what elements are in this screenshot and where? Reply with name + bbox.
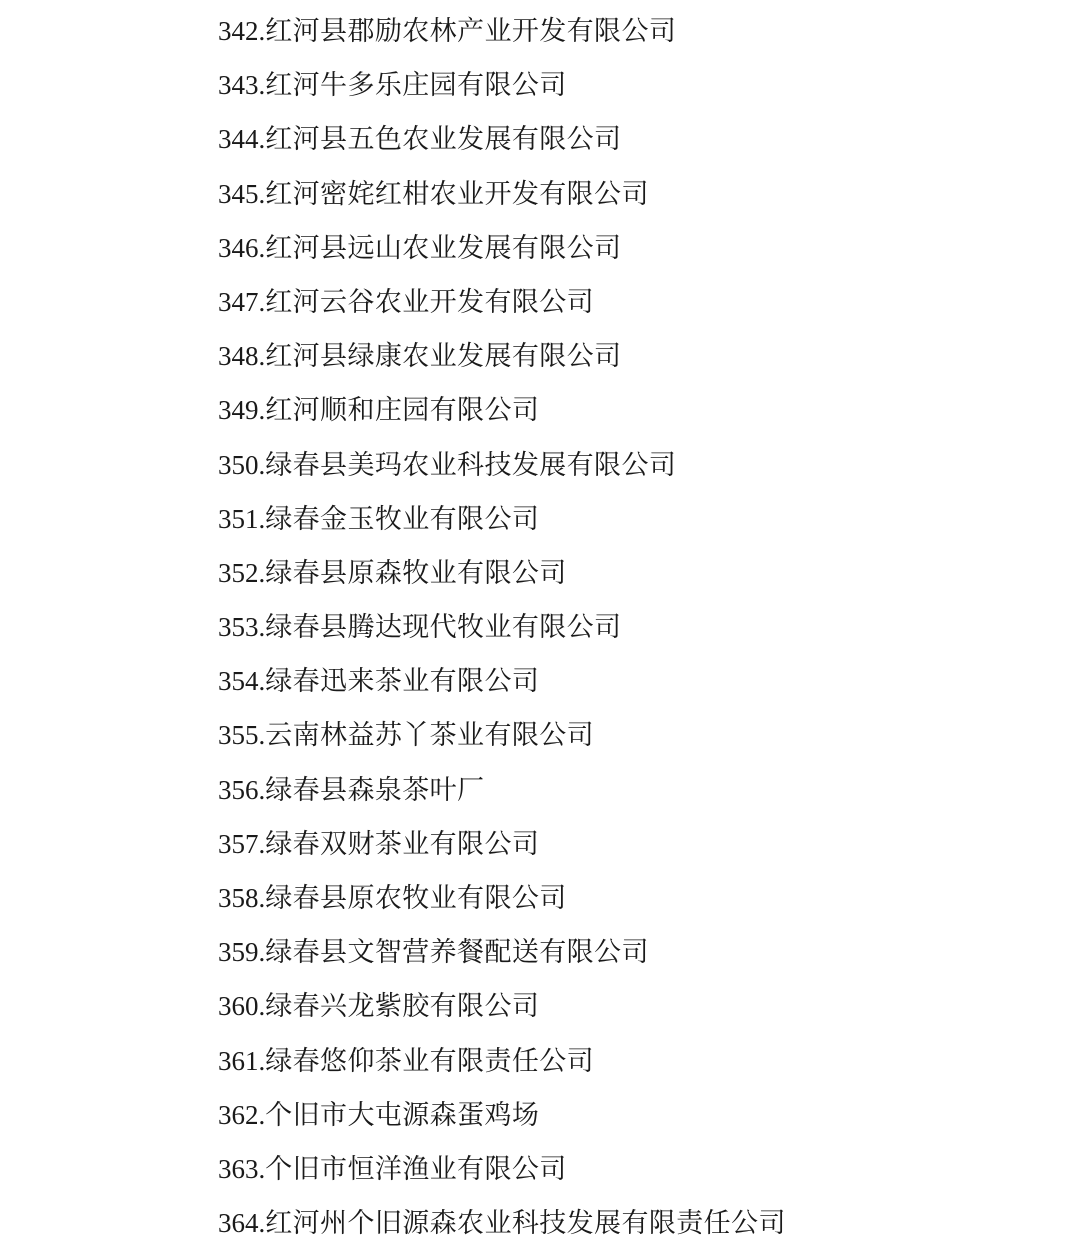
list-item-number: 361.	[218, 1045, 266, 1076]
list-item-label: 云南林益苏丫茶业有限公司	[265, 720, 595, 751]
list-item-label: 红河县五色农业发展有限公司	[265, 124, 622, 155]
list-item	[218, 925, 1040, 979]
list-item-label: 红河牛多乐庄园有限公司	[265, 70, 567, 101]
list-item	[218, 4, 1040, 58]
list-item-number: 358.	[218, 883, 266, 913]
list-item-label: 绿春金玉牧业有限公司	[265, 503, 540, 534]
list-item-label: 绿春县森泉茶叶厂	[265, 774, 485, 805]
list-item	[218, 438, 1040, 492]
list-item	[218, 1034, 1040, 1088]
list-item-number: 342.	[218, 16, 266, 46]
list-item-label: 绿春县原森牧业有限公司	[265, 557, 567, 588]
list-item-label: 绿春双财茶业有限公司	[265, 828, 540, 859]
list-item-number: 363.	[218, 1153, 266, 1184]
list-item-label: 绿春县原农牧业有限公司	[265, 883, 567, 913]
list-item-number: 349.	[218, 395, 266, 426]
list-item-number: 355.	[218, 720, 266, 751]
list-item-label: 个旧市大屯源森蛋鸡场	[265, 1099, 540, 1130]
list-item	[218, 1088, 1040, 1142]
list-item	[218, 817, 1040, 871]
list-item-label: 红河州个旧源森农业科技发展有限责任公司	[265, 1208, 786, 1239]
list-item-label: 绿春兴龙紫胶有限公司	[265, 991, 540, 1022]
list-item	[218, 1142, 1040, 1196]
list-item	[218, 329, 1040, 383]
list-item-number: 359.	[218, 937, 266, 968]
list-item-number: 352.	[218, 557, 266, 588]
list-item	[218, 1196, 1040, 1250]
list-item-number: 344.	[218, 124, 266, 155]
list-item-label: 绿春迅来茶业有限公司	[265, 666, 540, 697]
list-item-number: 350.	[218, 449, 266, 480]
list-item	[218, 112, 1040, 166]
list-item-number: 364.	[218, 1208, 266, 1239]
list-item-label: 红河云谷农业开发有限公司	[265, 286, 595, 317]
list-item-number: 353.	[218, 612, 266, 643]
list-item	[218, 600, 1040, 654]
list-item	[218, 58, 1040, 112]
list-item-label: 绿春县文智营养餐配送有限公司	[265, 937, 649, 968]
list-item	[218, 546, 1040, 600]
list-item-label: 红河县远山农业发展有限公司	[265, 232, 622, 263]
list-item-label: 绿春县腾达现代牧业有限公司	[265, 612, 622, 643]
list-item	[218, 763, 1040, 817]
list-item	[218, 708, 1040, 762]
list-item	[218, 275, 1040, 329]
list-item-number: 345.	[218, 178, 266, 209]
list-item-label: 个旧市恒洋渔业有限公司	[265, 1153, 567, 1184]
list-item-label: 绿春县美玛农业科技发展有限公司	[265, 449, 677, 480]
list-item-label: 红河县绿康农业发展有限公司	[265, 341, 622, 372]
list-item-label: 绿春悠仰茶业有限责任公司	[265, 1045, 595, 1076]
list-item-number: 357.	[218, 828, 266, 859]
list-item-label: 红河县郡励农林产业开发有限公司	[265, 16, 677, 46]
list-item	[218, 167, 1040, 221]
list-item-number: 356.	[218, 774, 266, 805]
list-item-number: 362.	[218, 1099, 266, 1130]
company-list	[218, 4, 1040, 1250]
list-item	[218, 492, 1040, 546]
list-item-number: 348.	[218, 341, 266, 372]
list-item-number: 351.	[218, 503, 266, 534]
list-item-label: 红河密姹红柑农业开发有限公司	[265, 178, 649, 209]
list-item-number: 360.	[218, 991, 266, 1022]
list-item	[218, 654, 1040, 708]
list-item	[218, 871, 1040, 925]
list-item	[218, 383, 1040, 437]
list-item-number: 354.	[218, 666, 266, 697]
list-item	[218, 221, 1040, 275]
list-item-number: 343.	[218, 70, 266, 101]
list-item	[218, 979, 1040, 1033]
list-item-number: 346.	[218, 232, 266, 263]
list-item-number: 347.	[218, 286, 266, 317]
list-item-label: 红河顺和庄园有限公司	[265, 395, 540, 426]
